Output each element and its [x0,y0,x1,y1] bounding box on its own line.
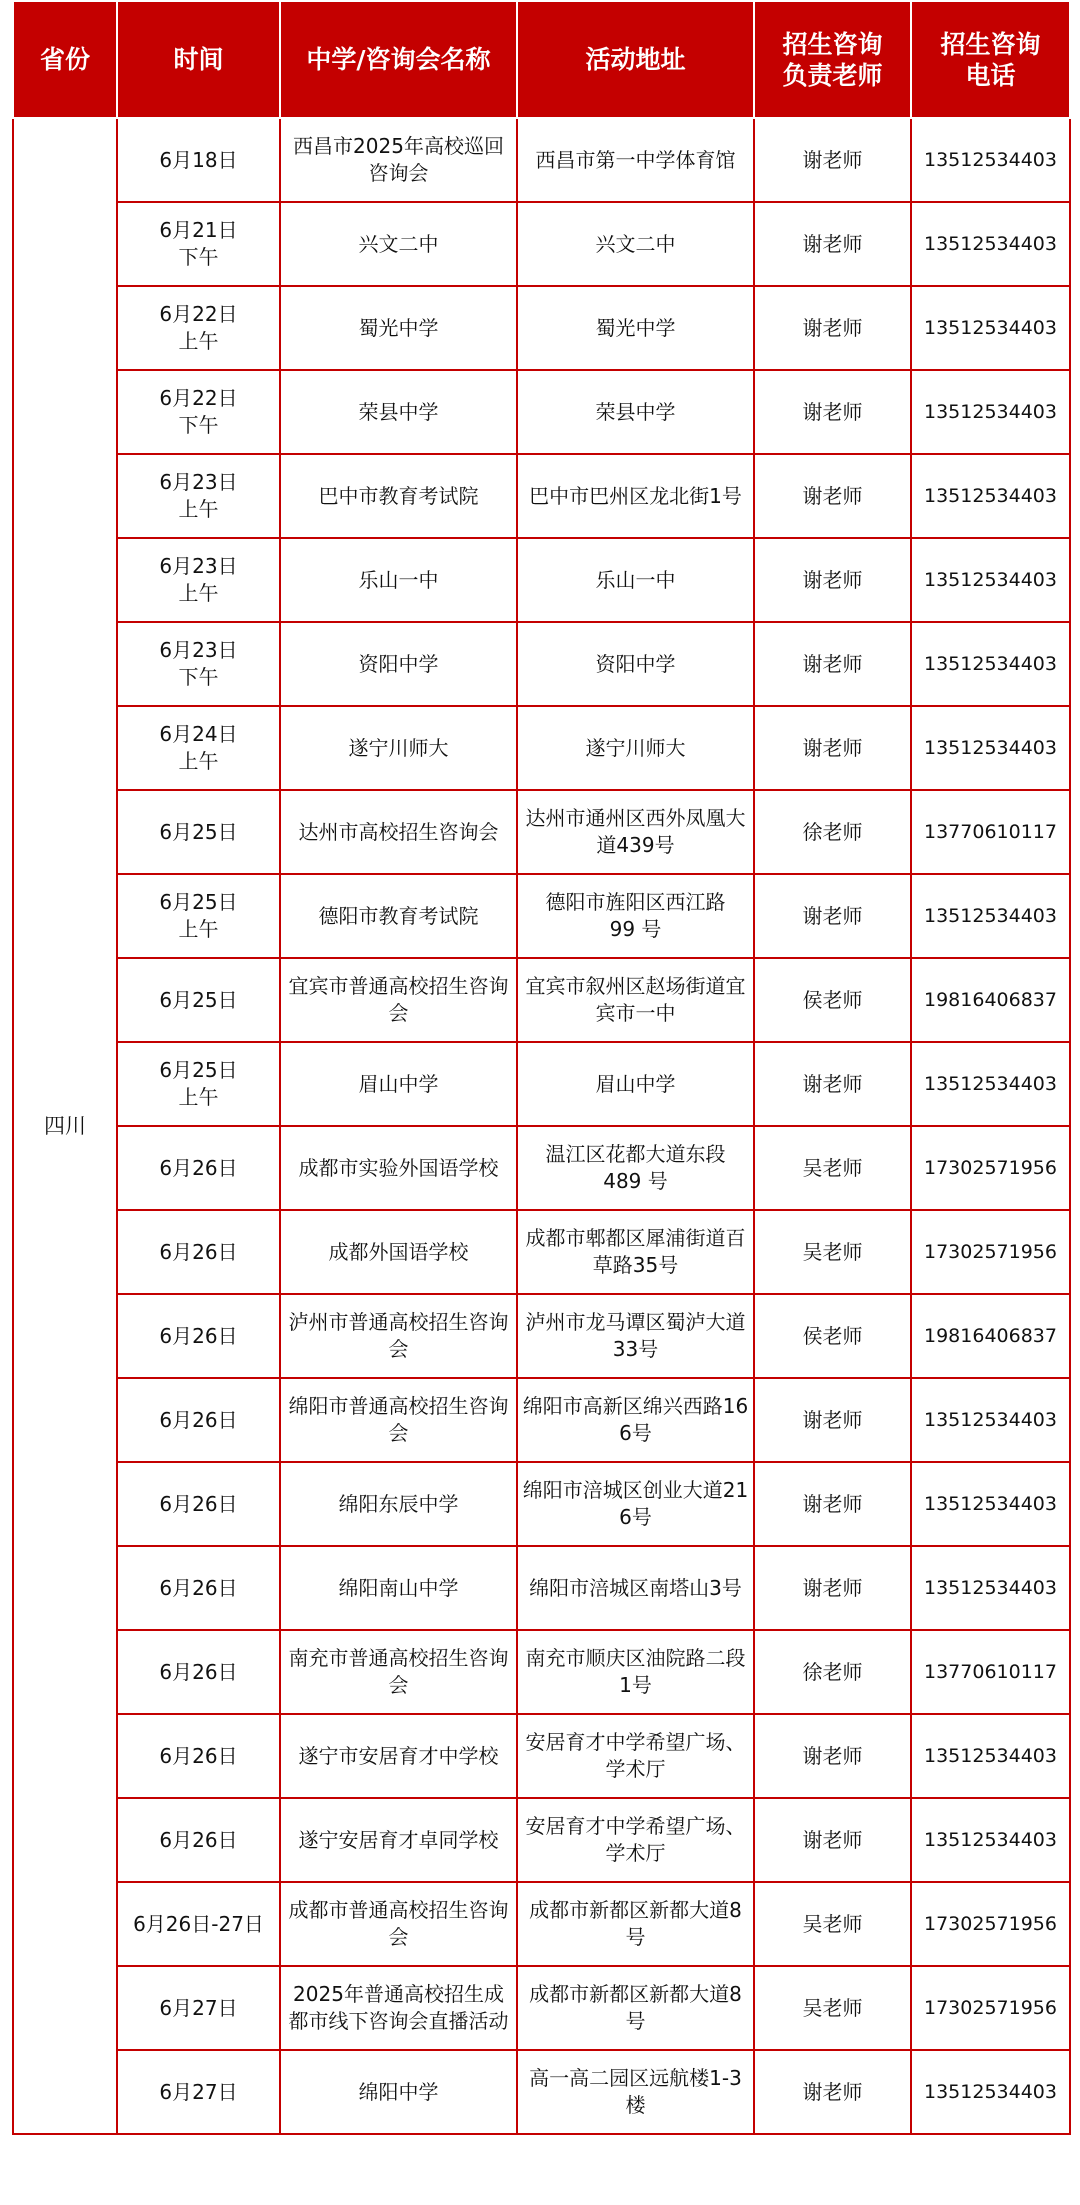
teacher-cell: 谢老师 [754,1378,911,1462]
phone-cell: 17302571956 [911,1882,1070,1966]
name-cell: 绵阳东辰中学 [280,1462,517,1546]
phone-cell: 17302571956 [911,1966,1070,2050]
address-cell: 成都市新都区新都大道8号 [517,1966,754,2050]
table-row [13,874,1070,958]
table-row [13,1966,1070,2050]
address-cell: 乐山一中 [517,538,754,622]
time-cell: 6月22日 下午 [117,370,280,454]
name-cell: 2025年普通高校招生成都市线下咨询会直播活动 [280,1966,517,2050]
address-cell: 荣县中学 [517,370,754,454]
name-cell: 成都市普通高校招生咨询会 [280,1882,517,1966]
teacher-cell: 谢老师 [754,1714,911,1798]
time-cell: 6月25日 上午 [117,1042,280,1126]
time-cell: 6月23日 上午 [117,538,280,622]
teacher-cell: 谢老师 [754,286,911,370]
address-cell: 绵阳市涪城区南塔山3号 [517,1546,754,1630]
address-cell: 安居育才中学希望广场、学术厅 [517,1798,754,1882]
teacher-cell: 谢老师 [754,1546,911,1630]
time-cell: 6月26日-27日 [117,1882,280,1966]
name-cell: 乐山一中 [280,538,517,622]
header-time: 时间 [117,2,280,118]
time-cell: 6月24日 上午 [117,706,280,790]
name-cell: 眉山中学 [280,1042,517,1126]
table-row [13,538,1070,622]
phone-cell: 13512534403 [911,454,1070,538]
table-row [13,1798,1070,1882]
time-cell: 6月26日 [117,1210,280,1294]
time-cell: 6月26日 [117,1462,280,1546]
header-phone: 招生咨询 电话 [911,2,1070,118]
teacher-cell: 吴老师 [754,1882,911,1966]
address-cell: 绵阳市高新区绵兴西路166号 [517,1378,754,1462]
time-cell: 6月27日 [117,1966,280,2050]
phone-cell: 17302571956 [911,1210,1070,1294]
phone-cell: 13512534403 [911,286,1070,370]
name-cell: 西昌市2025年高校巡回咨询会 [280,118,517,202]
teacher-cell: 侯老师 [754,1294,911,1378]
phone-cell: 13512534403 [911,706,1070,790]
phone-cell: 13512534403 [911,2050,1070,2134]
name-cell: 遂宁市安居育才中学校 [280,1714,517,1798]
table-row [13,622,1070,706]
address-cell: 温江区花都大道东段 489 号 [517,1126,754,1210]
address-cell: 达州市通州区西外凤凰大道439号 [517,790,754,874]
teacher-cell: 吴老师 [754,1966,911,2050]
time-cell: 6月18日 [117,118,280,202]
table-row [13,2050,1070,2134]
time-cell: 6月26日 [117,1798,280,1882]
table-row [13,1462,1070,1546]
name-cell: 南充市普通高校招生咨询会 [280,1630,517,1714]
teacher-cell: 谢老师 [754,1798,911,1882]
name-cell: 资阳中学 [280,622,517,706]
address-cell: 南充市顺庆区油院路二段1号 [517,1630,754,1714]
table-row [13,454,1070,538]
name-cell: 宜宾市普通高校招生咨询会 [280,958,517,1042]
phone-cell: 13512534403 [911,1378,1070,1462]
phone-cell: 13512534403 [911,874,1070,958]
address-cell: 泸州市龙马谭区蜀泸大道33号 [517,1294,754,1378]
table-header-row [13,2,1070,118]
name-cell: 成都外国语学校 [280,1210,517,1294]
address-cell: 绵阳市涪城区创业大道216号 [517,1462,754,1546]
name-cell: 绵阳中学 [280,2050,517,2134]
name-cell: 达州市高校招生咨询会 [280,790,517,874]
time-cell: 6月26日 [117,1714,280,1798]
name-cell: 成都市实验外国语学校 [280,1126,517,1210]
table-row [13,118,1070,202]
name-cell: 绵阳南山中学 [280,1546,517,1630]
name-cell: 泸州市普通高校招生咨询会 [280,1294,517,1378]
name-cell: 蜀光中学 [280,286,517,370]
table-row [13,1294,1070,1378]
time-cell: 6月25日 上午 [117,874,280,958]
teacher-cell: 谢老师 [754,538,911,622]
address-cell: 安居育才中学希望广场、学术厅 [517,1714,754,1798]
time-cell: 6月26日 [117,1378,280,1462]
teacher-cell: 吴老师 [754,1210,911,1294]
time-cell: 6月26日 [117,1630,280,1714]
time-cell: 6月27日 [117,2050,280,2134]
table-row [13,790,1070,874]
header-teacher: 招生咨询 负责老师 [754,2,911,118]
table-row [13,1126,1070,1210]
phone-cell: 13512534403 [911,118,1070,202]
phone-cell: 13512534403 [911,1462,1070,1546]
address-cell: 巴中市巴州区龙北街1号 [517,454,754,538]
table-row [13,958,1070,1042]
teacher-cell: 徐老师 [754,790,911,874]
phone-cell: 13512534403 [911,1546,1070,1630]
table-row [13,1378,1070,1462]
teacher-cell: 吴老师 [754,1126,911,1210]
phone-cell: 13512534403 [911,538,1070,622]
table-row [13,1630,1070,1714]
phone-cell: 17302571956 [911,1126,1070,1210]
address-cell: 资阳中学 [517,622,754,706]
address-cell: 西昌市第一中学体育馆 [517,118,754,202]
address-cell: 成都市郫都区犀浦街道百草路35号 [517,1210,754,1294]
name-cell: 遂宁川师大 [280,706,517,790]
teacher-cell: 谢老师 [754,2050,911,2134]
address-cell: 遂宁川师大 [517,706,754,790]
teacher-cell: 谢老师 [754,370,911,454]
table-row [13,1546,1070,1630]
table-body [13,118,1070,2134]
time-cell: 6月26日 [117,1126,280,1210]
header-province: 省份 [13,2,117,118]
table-row [13,1882,1070,1966]
table-row [13,202,1070,286]
table-row [13,1714,1070,1798]
consultation-schedule-table [12,2,1071,2135]
time-cell: 6月22日 上午 [117,286,280,370]
name-cell: 兴文二中 [280,202,517,286]
header-name: 中学/咨询会名称 [280,2,517,118]
table-row [13,1210,1070,1294]
teacher-cell: 谢老师 [754,874,911,958]
name-cell: 荣县中学 [280,370,517,454]
phone-cell: 13512534403 [911,1714,1070,1798]
address-cell: 宜宾市叙州区赵场街道宜宾市一中 [517,958,754,1042]
time-cell: 6月23日 上午 [117,454,280,538]
teacher-cell: 谢老师 [754,118,911,202]
address-cell: 德阳市旌阳区西江路 99 号 [517,874,754,958]
name-cell: 遂宁安居育才卓同学校 [280,1798,517,1882]
name-cell: 巴中市教育考试院 [280,454,517,538]
teacher-cell: 侯老师 [754,958,911,1042]
phone-cell: 13512534403 [911,1798,1070,1882]
time-cell: 6月25日 [117,790,280,874]
phone-cell: 13512534403 [911,202,1070,286]
teacher-cell: 谢老师 [754,622,911,706]
phone-cell: 13770610117 [911,790,1070,874]
teacher-cell: 谢老师 [754,454,911,538]
teacher-cell: 徐老师 [754,1630,911,1714]
province-cell: 四川 [13,118,117,2134]
time-cell: 6月26日 [117,1294,280,1378]
phone-cell: 19816406837 [911,958,1070,1042]
table-row [13,370,1070,454]
teacher-cell: 谢老师 [754,706,911,790]
phone-cell: 13770610117 [911,1630,1070,1714]
phone-cell: 13512534403 [911,1042,1070,1126]
address-cell: 兴文二中 [517,202,754,286]
header-address: 活动地址 [517,2,754,118]
table-row [13,1042,1070,1126]
table-row [13,286,1070,370]
address-cell: 高一高二园区远航楼1-3楼 [517,2050,754,2134]
address-cell: 眉山中学 [517,1042,754,1126]
teacher-cell: 谢老师 [754,1462,911,1546]
teacher-cell: 谢老师 [754,1042,911,1126]
time-cell: 6月21日 下午 [117,202,280,286]
address-cell: 成都市新都区新都大道8号 [517,1882,754,1966]
time-cell: 6月25日 [117,958,280,1042]
teacher-cell: 谢老师 [754,202,911,286]
address-cell: 蜀光中学 [517,286,754,370]
name-cell: 绵阳市普通高校招生咨询会 [280,1378,517,1462]
time-cell: 6月23日 下午 [117,622,280,706]
phone-cell: 19816406837 [911,1294,1070,1378]
time-cell: 6月26日 [117,1546,280,1630]
phone-cell: 13512534403 [911,370,1070,454]
table-row [13,706,1070,790]
name-cell: 德阳市教育考试院 [280,874,517,958]
phone-cell: 13512534403 [911,622,1070,706]
